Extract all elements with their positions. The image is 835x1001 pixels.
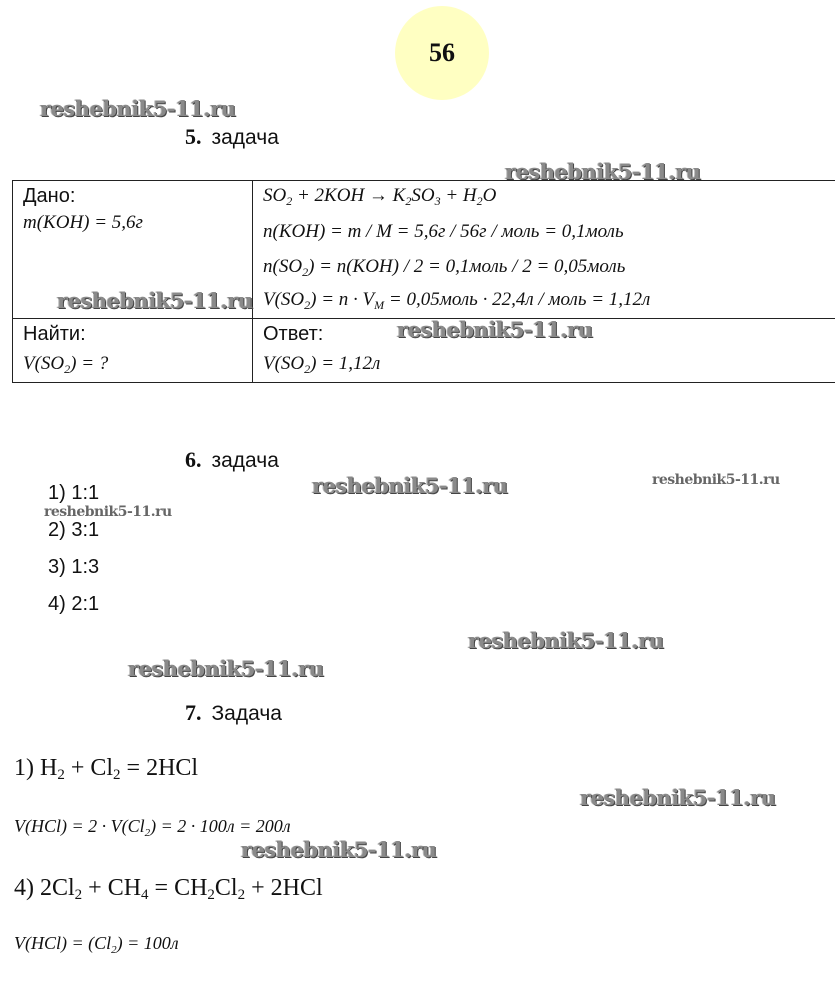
answer-label: Ответ: <box>263 323 324 345</box>
task-title: задача <box>211 126 279 149</box>
watermark: reshebnik5-11.ru <box>468 628 664 653</box>
calculation: $V(HCl) = 2 \cdot V(Cl_2) = 2 \cdot 100л = 200л$ <box>14 816 291 839</box>
watermark: reshebnik5-11.ru <box>312 473 508 498</box>
task-number: 6. <box>185 447 202 472</box>
column-divider <box>252 181 253 382</box>
solution-line: $n(SO_2) = n(KOH) / 2$ = 0,1моль / 2 = 0,05моль <box>263 256 626 279</box>
subscript: 2 <box>144 827 151 839</box>
watermark: reshebnik5-11.ru <box>580 785 776 810</box>
task-title: задача <box>211 449 279 472</box>
answer-item: 1) 1:1 <box>48 482 100 504</box>
subscript: 2 <box>74 887 83 903</box>
subscript: 4 <box>141 887 149 903</box>
calculation: $V(HCl) = (Cl_2) = 100л$ <box>14 933 179 956</box>
solution-line: $SO_2 + 2KOH \to K_2SO_3 + H_2O$ <box>263 185 497 208</box>
subscript: 2 <box>405 194 412 208</box>
subscript: 2 <box>237 887 246 903</box>
subscript: 2 <box>207 887 215 903</box>
task7-heading <box>185 700 282 726</box>
page-number-badge <box>395 6 489 100</box>
given-value: m(KOH) = 5,6г <box>23 212 143 233</box>
subscript: 2 <box>57 767 65 783</box>
solution-line: $V(SO_2) = n \cdot V_M$ = 0,05моль · 22,4л / моль = 1,12л <box>263 289 651 312</box>
watermark: reshebnik5-11.ru <box>652 472 780 488</box>
subscript: 2 <box>113 767 121 783</box>
watermark: reshebnik5-11.ru <box>57 288 253 313</box>
watermark: reshebnik5-11.ru <box>397 317 593 342</box>
answer-item: 2) 3:1 <box>48 519 100 541</box>
subscript: M <box>374 298 385 312</box>
equation: 1) $H_2 + Cl_2 = 2HCl$ <box>14 755 199 783</box>
subscript: 2 <box>304 362 311 376</box>
subscript: 2 <box>64 362 71 376</box>
answer-value: $V(SO_2) = 1,12л$ <box>263 353 381 376</box>
watermark: reshebnik5-11.ru <box>44 504 172 520</box>
page-number: 56 <box>429 38 455 67</box>
equation: 4) $2Cl_2 + CH_4 = CH_2Cl_2 + 2HCl$ <box>14 875 323 903</box>
find-label: Найти: <box>23 323 86 345</box>
subscript: 2 <box>304 298 311 312</box>
task-number: 7. <box>185 700 202 725</box>
given-label: Дано: <box>23 185 76 207</box>
subscript: 2 <box>476 194 483 208</box>
subscript: 3 <box>434 194 441 208</box>
solution-table <box>12 180 835 383</box>
subscript: 2 <box>111 944 117 956</box>
answer-item: 3) 1:3 <box>48 556 100 578</box>
find-value: $V(SO_2)$ = ? <box>23 353 109 376</box>
watermark: reshebnik5-11.ru <box>241 837 437 862</box>
task5-heading <box>185 124 279 150</box>
task6-heading <box>185 447 279 473</box>
task-number: 5. <box>185 124 202 149</box>
task-title: Задача <box>211 702 282 725</box>
solution-line: n(KOH) = m / M = 5,6г / 56г / моль = 0,1моль <box>263 221 624 242</box>
answer-item: 4) 2:1 <box>48 593 100 615</box>
subscript: 2 <box>302 265 309 279</box>
subscript: 2 <box>286 194 293 208</box>
watermark: reshebnik5-11.ru <box>505 159 701 184</box>
watermark: reshebnik5-11.ru <box>40 96 236 121</box>
watermark: reshebnik5-11.ru <box>128 656 324 681</box>
